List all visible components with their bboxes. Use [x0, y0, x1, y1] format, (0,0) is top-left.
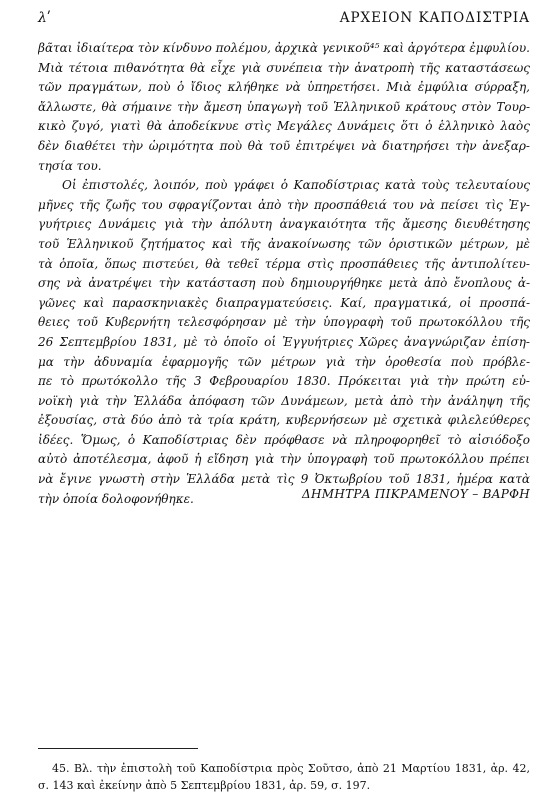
footnote-line: 45. Βλ. τὴν ἐπιστολὴ τοῦ Καποδίστρια πρὸς Σοῦτσο, ἀπὸ 21 Μαρτίου 1831, ἀρ. 42, — [52, 762, 530, 775]
text-line: γυήτριες Δυνάμεις γιὰ τὴν ἀπόλυτη ἀναγκαιότητα τῆς ἄμεσης διευθέτησης — [38, 217, 530, 232]
running-head: ΑΡΧΕΙΟΝ ΚΑΠΟΔΙΣΤΡΙΑ — [339, 10, 530, 26]
text-line: Μιὰ τέτοια πιθανότητα θὰ εἶχε γιὰ συνέπεια τὴν ἀνατροπὴ τῆς καταστάσεως — [38, 60, 530, 75]
text-line: γῶνες καὶ παρασκηνιακὲς διαπραγματεύσεις. Καί, πραγματικά, οἱ προσπά- — [38, 295, 530, 310]
page-number: λʹ — [38, 10, 51, 26]
text-line: νὰ ἔγινε γνωστὴ στὴν Ἑλλάδα μετὰ τὶς 9 Ὀκτωβρίου τοῦ 1831, ἡμέρα κατὰ — [38, 472, 530, 487]
text-line: ἰδέες. Ὅμως, ὁ Καποδίστριας δὲν πρόφθασε νὰ πληροφορηθεῖ τὸ αἰσιόδοξο — [38, 432, 530, 447]
page-header — [0, 10, 550, 30]
text-line: πε τὸ πρωτόκολλο τῆς 3 Φεβρουαρίου 1830. Πρόκειται γιὰ τὴν πρώτη εὐ- — [38, 374, 530, 389]
text-line: σης νὰ ἀνατρέψει τὴν κατάσταση ποὺ δημιουργήθηκε μετὰ ἀπὸ ἔνοπλους ἀ- — [38, 276, 530, 291]
footnote-rule — [38, 748, 198, 749]
text-line: μῆνες τῆς ζωῆς του σφραγίζονται ἀπὸ τὴν προσπάθειά του νὰ πείσει τὶς Ἐγ- — [38, 197, 530, 212]
text-line: τὴν ὁποία δολοφονήθηκε. — [38, 491, 194, 506]
text-line: αὐτὸ ἀποτέλεσμα, ἀφοῦ ἡ εἴδηση γιὰ τὴν ὑπογραφὴ τοῦ πρωτοκόλλου πρέπει — [38, 452, 530, 467]
text-line: τοῦ Ἑλληνικοῦ ζητήματος καὶ τῆς ἀνακοίνωσης τῶν ὁριστικῶν μέτρων, μὲ — [38, 236, 530, 251]
text-line: Οἱ ἐπιστολές, λοιπόν, ποὺ γράφει ὁ Καποδίστριας κατὰ τοὺς τελευταίους — [62, 178, 530, 193]
text-line: βᾶται ἰδιαίτερα τὸν κίνδυνο πολέμου, ἀρχικὰ γενικοῦ⁴⁵ καὶ ἀργότερα ἐμφυλίου. — [38, 41, 530, 55]
text-line: τὰ ὁποῖα, ὅπως πιστεύει, θὰ τεθεῖ τέρμα στὶς προσπάθειες τῆς ἀντιπολίτευ- — [38, 256, 530, 271]
text-line: ἄλλωστε, θὰ σήμαινε τὴν ἄμεση ὑπαγωγὴ τοῦ Ἑλληνικοῦ κράτους στὸν Τουρ- — [38, 99, 530, 114]
footnote — [38, 760, 530, 794]
text-line: τῶν πραγμάτων, ποὺ ὁ ἴδιος κλήθηκε νὰ ὑπηρετήσει. Μιὰ ἐμφύλια σύρραξη, — [38, 80, 530, 95]
text-line: νοϊκὴ γιὰ τὴν Ἑλλάδα ἀπόφαση τῶν Δυνάμεων, μετὰ ἀπὸ τὴν ἀνάληψη τῆς — [38, 393, 530, 408]
footnote-line: σ. 143 καὶ ἐκείνην ἀπὸ 5 Σεπτεμβρίου 1831, ἀρ. 59, σ. 197. — [38, 779, 371, 792]
text-line: θειες τοῦ Κυβερνήτη τελεσφόρησαν μὲ τὴν ὑπογραφὴ τοῦ πρωτοκόλλου τῆς — [38, 315, 530, 330]
text-line: κικὸ ζυγό, γιατὶ θὰ ἀποδείκνυε στὶς Μεγάλες Δυνάμεις ὅτι ὁ ἑλληνικὸ λαὸς — [38, 119, 530, 134]
author-signature: ΔΗΜΗΤΡΑ ΠΙΚΡΑΜΕΝΟΥ – ΒΑΡΦΗ — [302, 487, 530, 501]
text-line: δὲν διαθέτει τὴν ὡριμότητα ποὺ θὰ τοῦ ἐπιτρέψει νὰ διατηρήσει τὴν ἀνεξαρ- — [38, 138, 530, 153]
text-line: ἐξουσίας, στὰ δύο ἀπὸ τὰ τρία κράτη, κυβερνήσεων μὲ σχετικὰ φιλελεύθερες — [38, 413, 530, 428]
body-text — [38, 39, 530, 509]
text-line: τησία του. — [38, 158, 102, 173]
text-line: μα τὴν ἀδυναμία ἐφαρμογῆς τῶν μέτρων γιὰ τὴν ὁροθεσία ποὺ πρόβλε- — [38, 354, 530, 369]
text-line: 26 Σεπτεμβρίου 1831, μὲ τὸ ὁποῖο οἱ Ἐγγυήτριες Χῶρες ἀναγνώριζαν ἐπίση- — [38, 334, 530, 349]
